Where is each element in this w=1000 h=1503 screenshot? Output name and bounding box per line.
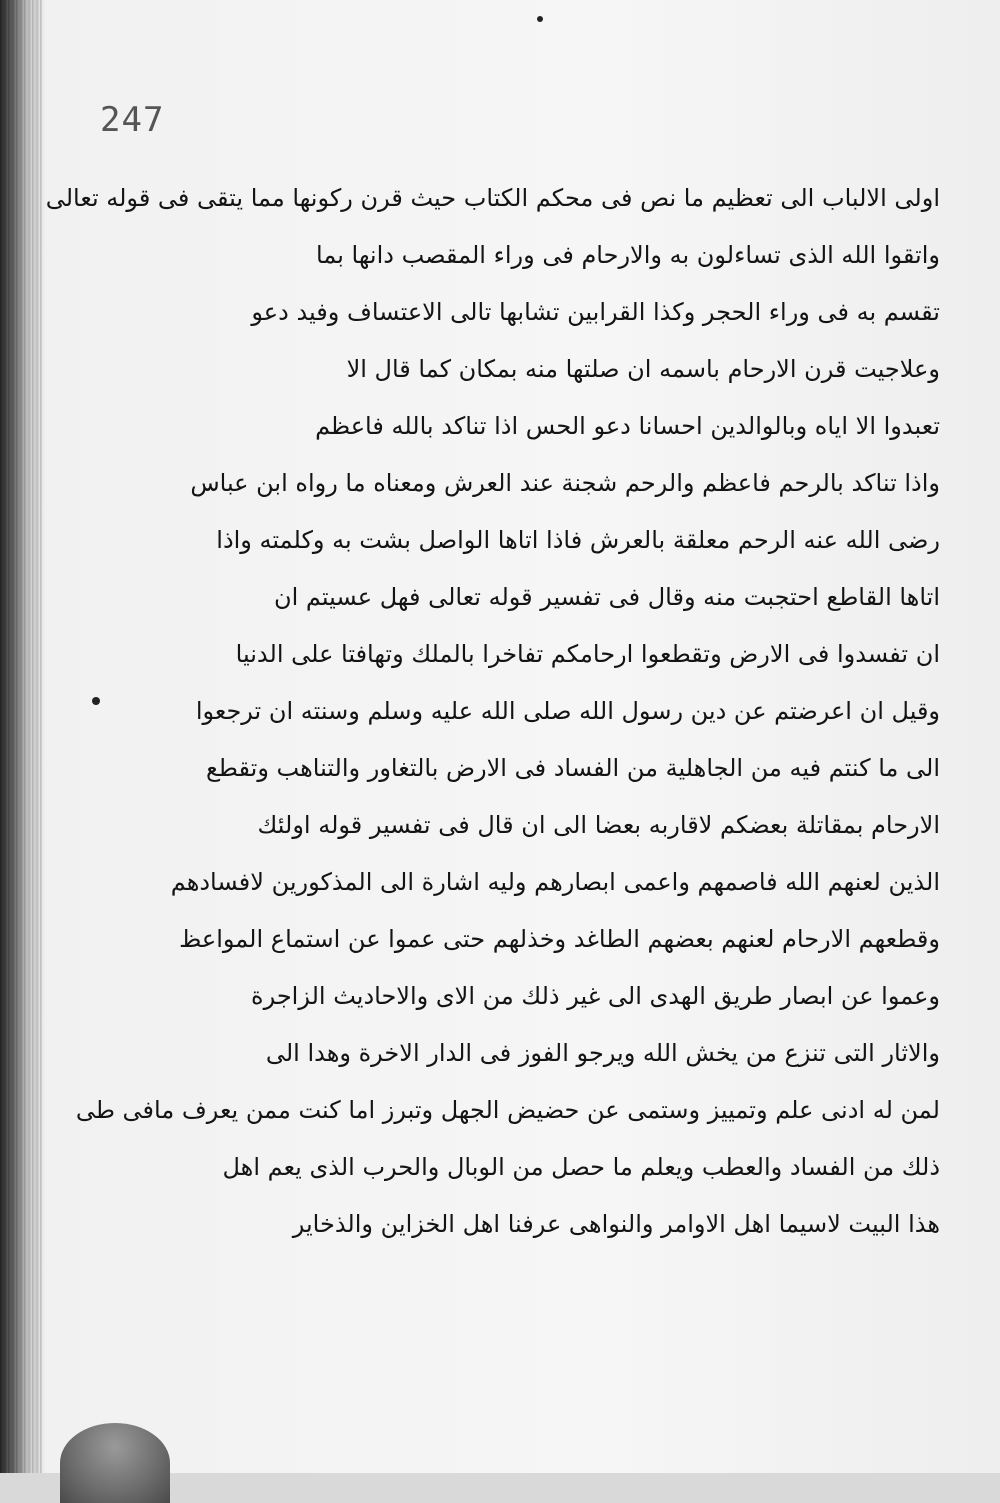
text-line-10: وقيل ان اعرضتم عن دين رسول الله صلى الله عليه وسلم وسنته ان ترجعوا: [195, 697, 940, 725]
text-line-13: الذين لعنهم الله فاصمهم واعمى ابصارهم وليه اشارة الى المذكورين لافسادهم: [170, 868, 940, 896]
text-line-1: اولى الالباب الى تعظيم ما نص فى محكم الكتاب حيث قرن ركونها مما يتقى فى قوله تعالى: [45, 184, 940, 212]
text-line-17: لمن له ادنى علم وتمييز وستمى عن حضيض الجهل وتبرز اما كنت ممن يعرف مافى طى: [75, 1096, 940, 1124]
text-line-15: وعموا عن ابصار طريق الهدى الى غير ذلك من الاى والاحاديث الزاجرة: [251, 982, 940, 1010]
text-line-19: هذا البيت لاسيما اهل الاوامر والنواهى عرفنا اهل الخزاين والذخاير: [292, 1210, 940, 1238]
text-line-14: وقطعهم الارحام لعنهم بعضهم الطاغد وخذلهم حتى عموا عن استماع المواعظ: [179, 925, 940, 953]
text-line-4: وعلاجيت قرن الارحام باسمه ان صلتها منه بمكان كما قال الا: [346, 355, 940, 383]
ink-dot-margin: [92, 697, 100, 705]
text-line-2: واتقوا الله الذى تساءلون به والارحام فى وراء المقصب دانها بما: [316, 241, 940, 269]
thumb-shadow: [60, 1423, 170, 1503]
text-line-6: واذا تناكد بالرحم فاعظم والرحم شجنة عند العرش ومعناه ما رواه ابن عباس: [190, 469, 940, 497]
text-line-7: رضى الله عنه الرحم معلقة بالعرش فاذا اتاها الواصل بشت به وكلمته واذا: [216, 526, 940, 554]
folio-number: 247: [100, 100, 165, 140]
text-line-9: ان تفسدوا فى الارض وتقطعوا ارحامكم تفاخرا بالملك وتهافتا على الدنيا: [235, 640, 940, 668]
text-line-11: الى ما كنتم فيه من الجاهلية من الفساد فى الارض بالتغاور والتناهب وتقطع: [206, 754, 940, 782]
text-line-8: اتاها القاطع احتجبت منه وقال فى تفسير قوله تعالى فهل عسيتم ان: [274, 583, 940, 611]
text-line-16: والاثار التى تنزع من يخش الله ويرجو الفوز فى الدار الاخرة وهدا الى: [265, 1039, 940, 1067]
text-line-18: ذلك من الفساد والعطب ويعلم ما حصل من الوبال والحرب الذى يعم اهل: [222, 1153, 940, 1181]
text-line-3: تقسم به فى وراء الحجر وكذا القرابين تشابها تالى الاعتساف وفيد دعو: [251, 298, 940, 326]
ink-dot-top: [537, 16, 543, 22]
text-line-12: الارحام بمقاتلة بعضكم لاقاربه بعضا الى ان قال فى تفسير قوله اولئك: [257, 811, 940, 839]
text-line-5: تعبدوا الا اياه وبالوالدين احسانا دعو الحس اذا تناكد بالله فاعظم: [315, 412, 940, 440]
manuscript-text-block: [45, 170, 940, 1253]
page-edge-shadow: [0, 0, 42, 1473]
